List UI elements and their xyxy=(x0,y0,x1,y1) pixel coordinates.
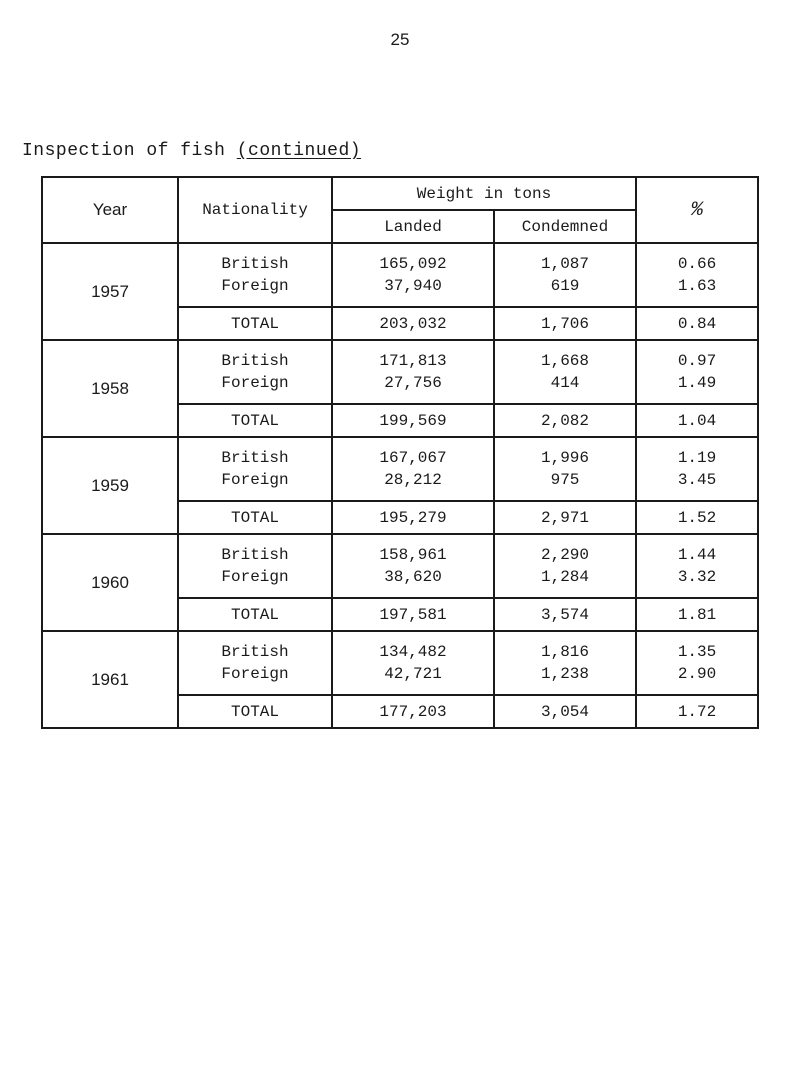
nationality-cell-line: Foreign xyxy=(221,277,289,295)
percent-cell-line: 0.66 xyxy=(677,255,717,273)
nationality-cell-line: Foreign xyxy=(221,374,289,392)
total-label: TOTAL xyxy=(178,598,332,631)
percent-cell-line: 2.90 xyxy=(677,665,717,683)
total-condemned: 2,082 xyxy=(494,404,636,437)
total-label: TOTAL xyxy=(178,307,332,340)
nationality-cell xyxy=(178,534,332,598)
landed-cell-line: 38,620 xyxy=(384,568,442,586)
landed-cell-line: 158,961 xyxy=(379,546,447,564)
nationality-cell-line: British xyxy=(221,449,289,467)
percent-cell-line: 1.19 xyxy=(677,449,717,467)
percent-cell-line: 0.97 xyxy=(677,352,717,370)
landed-cell-line: 27,756 xyxy=(384,374,442,392)
header-row-top xyxy=(42,177,758,210)
percent-cell xyxy=(636,340,758,404)
header-percent: % xyxy=(636,177,758,243)
nationality-cell-line: British xyxy=(221,643,289,661)
percent-cell-line: 1.44 xyxy=(677,546,717,564)
table-row xyxy=(42,437,758,501)
nationality-cell xyxy=(178,340,332,404)
condemned-cell xyxy=(494,340,636,404)
total-label: TOTAL xyxy=(178,404,332,437)
landed-cell xyxy=(332,534,494,598)
percent-cell-line: 3.45 xyxy=(677,471,717,489)
condemned-cell xyxy=(494,534,636,598)
total-landed: 195,279 xyxy=(332,501,494,534)
nationality-cell-line: Foreign xyxy=(221,665,289,683)
landed-cell-line: 37,940 xyxy=(384,277,442,295)
section-heading xyxy=(22,141,361,161)
condemned-cell xyxy=(494,437,636,501)
condemned-cell-line: 1,238 xyxy=(541,665,590,683)
header-year: Year xyxy=(42,177,178,243)
table-row xyxy=(42,340,758,404)
landed-cell-line: 42,721 xyxy=(384,665,442,683)
table-row xyxy=(42,243,758,307)
total-condemned: 2,971 xyxy=(494,501,636,534)
total-percent: 1.72 xyxy=(636,695,758,728)
percent-cell xyxy=(636,631,758,695)
header-nationality: Nationality xyxy=(178,177,332,243)
year-cell: 1961 xyxy=(42,631,178,728)
total-percent: 1.81 xyxy=(636,598,758,631)
fish-inspection-table xyxy=(41,176,759,729)
header-weight-in-tons: Weight in tons xyxy=(332,177,636,210)
heading-text: Inspection of fish xyxy=(22,141,237,161)
total-percent: 1.04 xyxy=(636,404,758,437)
heading-continued: (continued) xyxy=(236,141,362,161)
percent-cell-line: 1.63 xyxy=(677,277,717,295)
landed-cell-line: 165,092 xyxy=(379,255,447,273)
nationality-cell xyxy=(178,437,332,501)
landed-cell xyxy=(332,340,494,404)
total-landed: 177,203 xyxy=(332,695,494,728)
nationality-cell-line: Foreign xyxy=(221,568,289,586)
condemned-cell-line: 1,816 xyxy=(541,643,590,661)
condemned-cell xyxy=(494,243,636,307)
condemned-cell xyxy=(494,631,636,695)
nationality-cell-line: British xyxy=(221,352,289,370)
condemned-cell-line: 1,087 xyxy=(541,255,590,273)
condemned-cell-line: 1,284 xyxy=(541,568,590,586)
year-cell: 1960 xyxy=(42,534,178,631)
landed-cell xyxy=(332,437,494,501)
year-cell: 1957 xyxy=(42,243,178,340)
percent-cell-line: 3.32 xyxy=(677,568,717,586)
nationality-cell-line: British xyxy=(221,255,289,273)
nationality-cell xyxy=(178,243,332,307)
landed-cell xyxy=(332,243,494,307)
landed-cell-line: 134,482 xyxy=(379,643,447,661)
page-number: 25 xyxy=(390,30,410,49)
year-cell: 1959 xyxy=(42,437,178,534)
total-percent: 0.84 xyxy=(636,307,758,340)
total-label: TOTAL xyxy=(178,695,332,728)
table-row xyxy=(42,631,758,695)
total-label: TOTAL xyxy=(178,501,332,534)
condemned-cell-line: 1,996 xyxy=(541,449,590,467)
total-condemned: 3,054 xyxy=(494,695,636,728)
header-landed: Landed xyxy=(332,210,494,243)
landed-cell xyxy=(332,631,494,695)
landed-cell-line: 28,212 xyxy=(384,471,442,489)
condemned-cell-line: 2,290 xyxy=(541,546,590,564)
total-condemned: 3,574 xyxy=(494,598,636,631)
total-percent: 1.52 xyxy=(636,501,758,534)
condemned-cell-line: 975 xyxy=(550,471,580,489)
total-landed: 197,581 xyxy=(332,598,494,631)
percent-cell xyxy=(636,534,758,598)
total-landed: 199,569 xyxy=(332,404,494,437)
total-landed: 203,032 xyxy=(332,307,494,340)
nationality-cell xyxy=(178,631,332,695)
condemned-cell-line: 1,668 xyxy=(541,352,590,370)
percent-cell xyxy=(636,437,758,501)
header-condemned: Condemned xyxy=(494,210,636,243)
total-condemned: 1,706 xyxy=(494,307,636,340)
year-cell: 1958 xyxy=(42,340,178,437)
percent-cell-line: 1.49 xyxy=(677,374,717,392)
condemned-cell-line: 619 xyxy=(550,277,580,295)
landed-cell-line: 171,813 xyxy=(379,352,447,370)
nationality-cell-line: Foreign xyxy=(221,471,289,489)
condemned-cell-line: 414 xyxy=(550,374,580,392)
percent-cell-line: 1.35 xyxy=(677,643,717,661)
table-row xyxy=(42,534,758,598)
nationality-cell-line: British xyxy=(221,546,289,564)
percent-cell xyxy=(636,243,758,307)
landed-cell-line: 167,067 xyxy=(379,449,447,467)
